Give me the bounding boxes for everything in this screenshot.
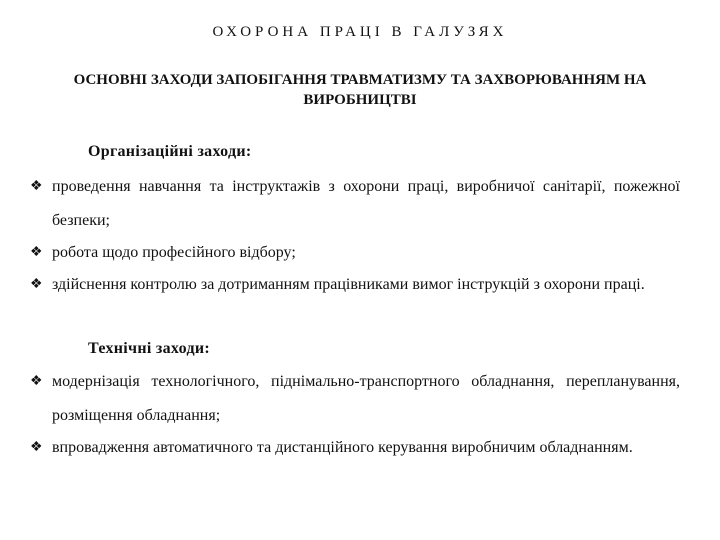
list-item-text: впровадження автоматичного та дистанційного керування виробничим обладнанням. [52, 439, 633, 456]
list-item [30, 431, 680, 465]
diamond-bullet-icon: ❖ [30, 440, 43, 455]
page-header: ОХОРОНА ПРАЦІ В ГАЛУЗЯХ [212, 24, 508, 40]
section-heading-technical: Технічні заходи: [88, 340, 210, 357]
diamond-bullet-icon: ❖ [30, 179, 43, 194]
list-item-text: модернізація технологічного, піднімально-транспортного обладнання, перепланування, розміщення обладнання; [52, 373, 680, 424]
page-title: ОСНОВНІ ЗАХОДИ ЗАПОБІГАННЯ ТРАВМАТИЗМУ ТА ЗАХВОРЮВАННЯМ НА ВИРОБНИЦТВІ [73, 72, 647, 108]
list-item-text: здійснення контролю за дотриманням працівниками вимог інструкцій з охорони праці. [52, 276, 645, 293]
list-item [30, 268, 680, 302]
diamond-bullet-icon: ❖ [30, 374, 43, 389]
diamond-bullet-icon: ❖ [30, 245, 43, 260]
list-item [30, 170, 680, 238]
list-item-text: проведення навчання та інструктажів з охорони праці, виробничої санітарії, пожежної безпеки; [52, 178, 680, 229]
list-item [30, 365, 680, 433]
section-heading-organizational: Організаційні заходи: [88, 143, 252, 160]
list-item-text: робота щодо професійного відбору; [52, 244, 296, 261]
diamond-bullet-icon: ❖ [30, 277, 43, 292]
list-item [30, 236, 680, 270]
